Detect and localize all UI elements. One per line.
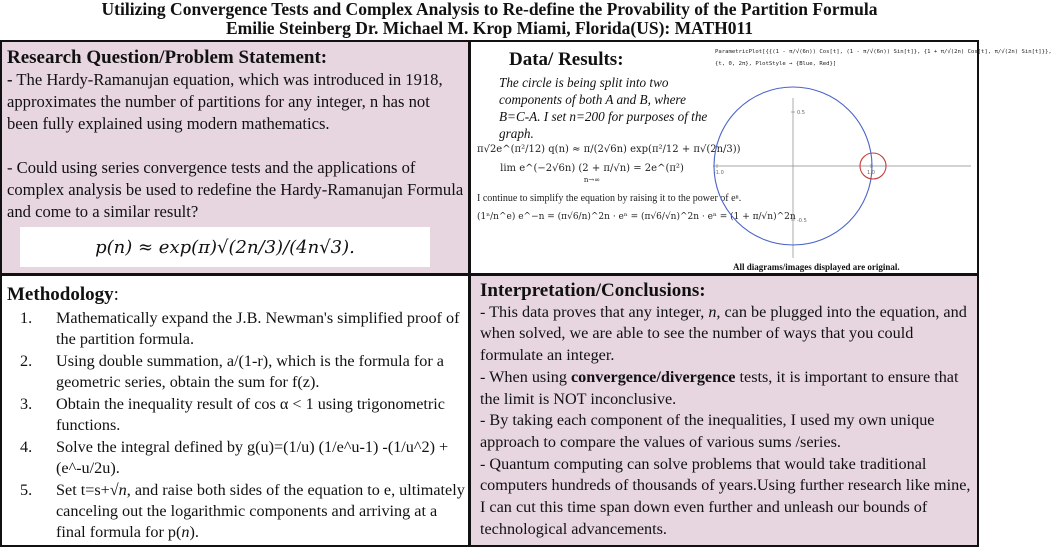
mathematica-code [715, 46, 1052, 70]
methodology-heading-row [7, 284, 465, 306]
data-caption: The circle is being split into two components of both A and B, where B=C-A. I set n=200 for purposes of the graph. [499, 75, 708, 141]
authors-line: Emilie Steinberg Dr. Michael M. Krop Miami, Florida(US): MATH011 [225, 18, 754, 38]
methodology-panel [0, 274, 470, 547]
conclusions-heading: Interpretation/Conclusions: [480, 280, 706, 301]
poster-title [0, 0, 979, 40]
code-line-2: {t, 0, 2π}, PlotStyle → {Blue, Red}] [715, 61, 837, 67]
math-line-3: I continue to simplify the equation by raising it to the power of eⁿ. [477, 193, 742, 204]
methodology-heading: Methodology [7, 284, 114, 305]
y-tick-top: 0.5 [797, 110, 805, 116]
conclusion-bullet-2: - When using convergence/divergence tests, it is important to ensure that the limit is NOT inconclusive. [480, 367, 959, 408]
data-results-panel [469, 40, 1052, 275]
methodology-steps [7, 308, 465, 543]
list-item: 1. Mathematically expand the J.B. Newman's simplified proof of the partition formula. [20, 309, 460, 348]
list-item: 3. Obtain the inequality result of cos α < 1 using trigonometric functions. [20, 395, 445, 434]
research-question-panel [0, 40, 470, 275]
research-heading: Research Question/Problem Statement: [7, 47, 328, 68]
research-paragraph-2: - Could using series convergence tests and the applications of complex analysis be used to redefine the Hardy-Ramanujan Formula and come to a similar result? [7, 158, 464, 221]
x-tick-right: 1.0 [867, 170, 875, 176]
hardy-ramanujan-formula: p(n) ≈ exp(π)√(2n/3)/(4n√3). [20, 227, 430, 267]
math-line-4: (1ⁿ/n^e) e^−n = (π√6/n)^2n · eⁿ = (π√6/√n)^2n · eⁿ = (1 + π/√n)^2n [477, 212, 796, 222]
x-tick-left: -1.0 [714, 170, 724, 176]
math-line-2: lim e^(−2√6n) (2 + π/√n) = 2e^(π²) n→∞ [500, 163, 684, 184]
data-heading: Data/ Results: [509, 49, 624, 70]
research-dash: - [7, 70, 13, 89]
math-line-1: π√2e^(π²/12) q(n) ≈ π/(2√6n) exp(π²/12 + π√(2n/3)) [477, 144, 741, 155]
conclusion-bullet-1: - This data proves that any integer, n, can be plugged into the equation, and when solved, we are able to see the number of ways that you could formulate an integer. [480, 302, 967, 365]
title-line: Utilizing Convergence Tests and Complex Analysis to Re-define the Provability of the Partition Formula [101, 0, 878, 19]
diagrams-note: All diagrams/images displayed are original. [733, 262, 900, 272]
list-item: 4. Solve the integral defined by g(u)=(1/u) (1/e^u-1) -(1/u^2) +(e^-u/2u). [20, 438, 449, 477]
list-item: 5. Set t=s+√n, and raise both sides of the equation to e, ultimately canceling out the logarithmic components and arriving at a final formula for p(n). [20, 481, 465, 541]
methodology-colon: : [113, 284, 119, 305]
y-tick-bottom: -0.5 [797, 218, 807, 224]
math-line-2-subscript: n→∞ [583, 176, 601, 184]
parametric-plot [711, 96, 973, 260]
research-text-1: The Hardy-Ramanujan equation, which was introduced in 1918, approximates the number of partitions for any integer, n has not been fully explained using modern mathematics. [7, 70, 443, 133]
conclusion-bullet-4: - Quantum computing can solve problems that would take traditional computers hundreds of thousands of years.Using further research like mine, I can cut this time span down even further and unleash our bounds of technological advancements. [480, 454, 971, 538]
conclusions-panel [469, 274, 979, 547]
list-item: 2. Using double summation, a/(1-r), which is the formula for a geometric series, obtain the sum for f(z). [20, 352, 444, 391]
conclusion-bullet-3: - By taking each component of the inequalities, I used my own unique approach to compare the values of various sums /series. [480, 411, 935, 451]
research-paragraph-1 [7, 69, 465, 135]
code-line-1: ParametricPlot[{{(1 - π/√(6n)) Cos[t], (1 - π/√(6n)) Sin[t]}, {1 + π/√(2n) Cos[t], π/√(2n) Sin[t]}}, [715, 49, 1052, 55]
